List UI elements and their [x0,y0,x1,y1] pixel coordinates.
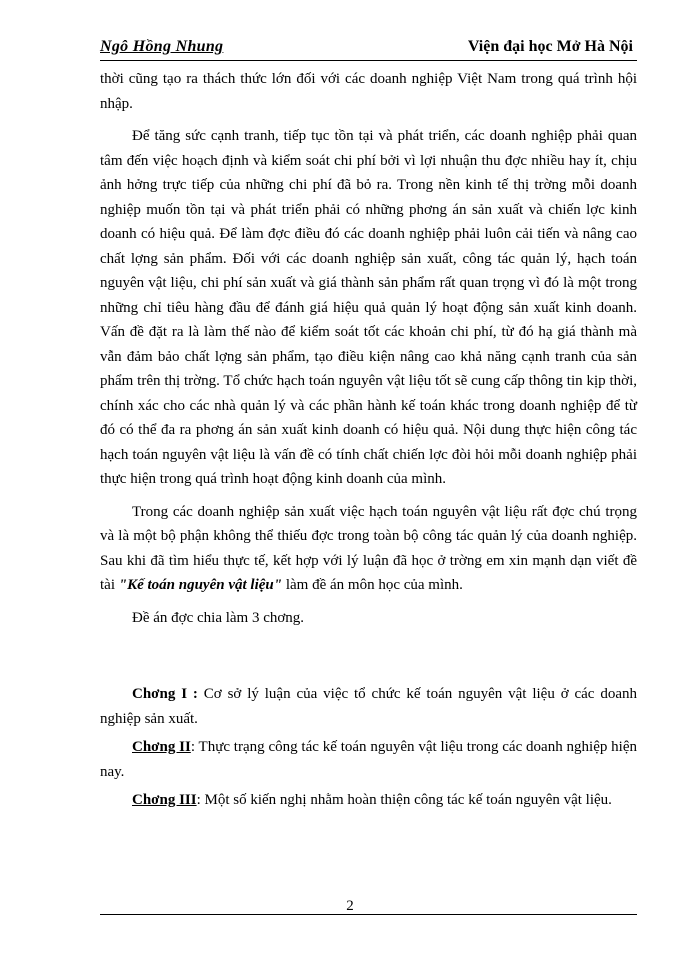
chapter-text: : Thực trạng công tác kế toán nguyên vật liệu trong các doanh nghiệp hiện nay. [100,739,638,780]
chapter-label: Chơng II [132,739,191,755]
paragraph-chapter-count: Đề án đợc chia làm 3 chơng. [132,609,305,626]
document-body [100,67,637,817]
chapter-item [100,788,637,813]
paragraph-competition: Để tăng sức cạnh tranh, tiếp tục tồn tại và phát triển, các doanh nghiệp phải quan tâm đến việc hoạch định và kiểm soát chi phí bởi vì lợi nhuận thu đợc nhiều hay ít, chịu ảnh hởng trực tiếp của những chi phí đã bỏ ra. Trong nền kinh tế thị trờng mỗi doanh nghiệp muốn tồn tại và phát triển phải có những phơng án sản xuất và chiến lợc kinh doanh có hiệu quả. Để làm đợc điều đó các doanh nghiệp phải luôn cải tiến và nâng cao chất lợng sản phẩm. Đối với các doanh nghiệp sản xuất, công tác quản lý, hạch toán nguyên vật liệu, chi phí sản xuất và giá thành sản phẩm rất quan trọng vì đó là một trong những chỉ tiêu hàng đầu để đánh giá hiệu quả quản lý hoạt động sản xuất kinh doanh. Vấn đề đặt ra là làm thế nào để kiểm soát tốt các khoản chi phí, từ đó hạ giá thành mà vẫn đảm bảo chất lợng sản phẩm, tạo điều kiện nâng cao khả năng cạnh tranh của sản phẩm trên thị trờng. Tổ chức hạch toán nguyên vật liệu tốt sẽ cung cấp thông tin kịp thời, chính xác cho các nhà quản lý và các phần hành kế toán khác trong doanh nghiệp để từ đó có thể đa ra phơng án sản xuất kinh doanh có hiệu quả. Nội dung thực hiện công tác hạch toán nguyên vật liệu là vấn đề có tính chất chiến lợc đòi hỏi mỗi doanh nghiệp phải thực hiện trong quá trình hoạt động kinh doanh của mình. [100,128,637,487]
chapter-label: Chơng I : [132,686,198,702]
page-number: 2 [346,898,354,914]
paragraph-topic [100,500,637,598]
paragraph-topic-end: làm đề án môn học của mình. [282,577,463,593]
page-header [100,38,637,61]
header-author: Ngô Hồng Nhung [100,38,224,55]
topic-title: "Kế toán nguyên vật liệu" [118,577,283,593]
chapter-text: : Một số kiến nghị nhằm hoàn thiện công tác kế toán nguyên vật liệu. [196,792,612,808]
chapter-item [100,735,637,784]
paragraph-continuation: thời cũng tạo ra thách thức lớn đối với các doanh nghiệp Việt Nam trong quá trình hội nhập. [100,71,637,112]
chapter-label: Chơng III [132,792,197,808]
paragraph-topic-text: Trong các doanh nghiệp sản xuất việc hạch toán nguyên vật liệu rất đợc chú trọng và là một bộ phận không thể thiếu đợc trong toàn bộ công tác quản lý của doanh nghiệp. Sau khi đã tìm hiểu thực tế, kết hợp với lý luận đã học ở trờng em xin mạnh dạn viết đề tài [100,503,637,593]
chapter-text: Cơ sở lý luận của việc tổ chức kế toán nguyên vật liệu ở các doanh nghiệp sản xuất. [100,686,637,727]
chapter-item [100,682,637,731]
header-institution: Viện đại học Mở Hà Nội [467,38,633,55]
footer-divider [100,914,637,915]
